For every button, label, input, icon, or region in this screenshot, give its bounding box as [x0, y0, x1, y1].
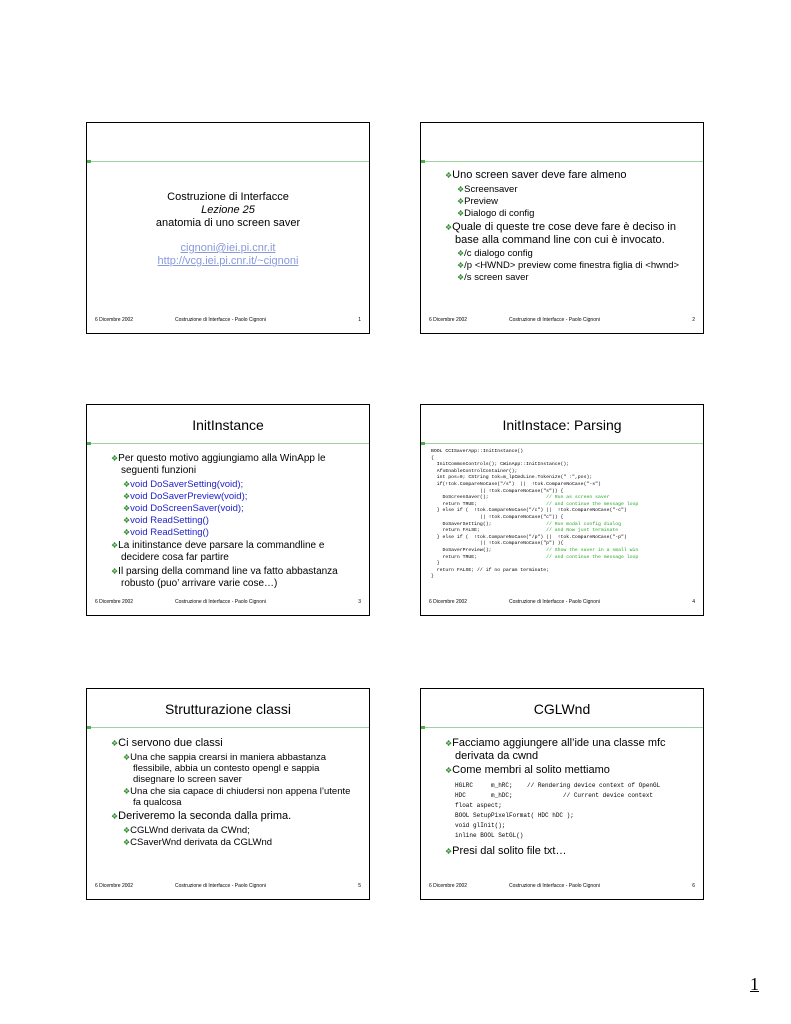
sub-bullet: ❖/p <HWND> preview come finestra figlia di <hwnd> — [457, 260, 680, 271]
slide-footer: 6 Dicembre 2002 Costruzione di Interfacce - Paolo Cignoni 4 — [429, 599, 695, 605]
bullet: ❖Presi dal solito file txt… — [445, 845, 567, 857]
bullet: ❖Uno screen saver deve fare almeno — [445, 169, 627, 181]
code-line: || !tok.CompareNoCase("s")) { — [431, 488, 564, 494]
code-line: } — [431, 574, 434, 580]
bullet-icon: ❖ — [123, 787, 131, 796]
sub-bullet: ❖void ReadSetting() — [123, 515, 209, 526]
bullet-icon: ❖ — [457, 197, 465, 206]
course-title: Costruzione di Interfacce — [167, 191, 289, 203]
slide-2 — [420, 122, 704, 334]
title-divider — [87, 161, 369, 162]
slide-3-body — [111, 451, 355, 592]
bullet: ❖Come membri al solito mettiamo — [445, 764, 610, 776]
code-line: float aspect; — [455, 802, 502, 809]
slide-1-text — [87, 191, 369, 268]
bullet: ❖Deriveremo la seconda dalla prima. — [111, 810, 292, 822]
code-line: return FALSE; // and Now just terminate — [431, 528, 619, 534]
code-line: return TRUE; // and continue the message loop — [431, 554, 639, 560]
code-listing — [431, 449, 638, 581]
slide-title: CGLWnd — [533, 701, 591, 717]
code-listing — [455, 781, 689, 841]
slide-5-body — [111, 735, 355, 849]
sub-bullet: ❖CSaverWnd derivata da CGLWnd — [123, 837, 273, 848]
sub-bullet: ❖Una che sappia crearsi in maniera abbastanza flessibile, abbia un contesto opengl e sappia disegnare lo screen saver — [123, 752, 327, 785]
bullet: ❖Facciamo aggiungere all’ide una classe mfc derivata da cwnd — [445, 737, 666, 762]
slide-6 — [420, 688, 704, 900]
bullet-icon: ❖ — [457, 249, 465, 258]
bullet-icon: ❖ — [457, 209, 465, 218]
slide-2-body — [445, 167, 689, 284]
bullet-icon: ❖ — [111, 454, 119, 463]
sub-bullet: ❖Screensaver — [457, 184, 518, 195]
slide-4 — [420, 404, 704, 616]
sub-bullet: ❖Una che sia capace di chiudersi non appena l’utente fa qualcosa — [123, 786, 351, 808]
sub-bullet: ❖Preview — [457, 196, 498, 207]
slide-1 — [86, 122, 370, 334]
slide-footer: 6 Dicembre 2002 Costruzione di Interfacce - Paolo Cignoni 6 — [429, 883, 695, 889]
code-line: if(!tok.CompareNoCase("/s") || !tok.CompareNoCase("-s") — [431, 481, 601, 487]
bullet-icon: ❖ — [123, 528, 131, 537]
bullet: ❖Per questo motivo aggiungiamo alla WinApp le seguenti funzioni — [111, 453, 326, 476]
code-line: } else if ( !tok.CompareNoCase("/c") || !tok.CompareNoCase("-c") — [431, 508, 627, 514]
code-line: inline BOOL SetGL() — [455, 832, 524, 839]
code-line: DoSaverSetting(); // Run modal config dialog — [431, 521, 621, 527]
title-divider — [421, 443, 703, 444]
slide-3 — [86, 404, 370, 616]
sub-bullet: ❖void DoSaverPreview(void); — [123, 491, 248, 502]
code-line: void glInit(); — [455, 822, 506, 829]
bullet-icon: ❖ — [123, 480, 131, 489]
sub-bullet: ❖void ReadSetting() — [123, 527, 209, 538]
bullet: ❖Ci servono due classi — [111, 737, 223, 749]
sub-bullet: ❖Dialogo di config — [457, 208, 535, 219]
slide-title: InitInstace: Parsing — [502, 417, 622, 433]
sub-bullet: ❖void DoSaverSetting(void); — [123, 479, 244, 490]
page-number: 1 — [750, 974, 759, 994]
bullet-icon: ❖ — [457, 185, 465, 194]
code-line: } else if ( !tok.CompareNoCase("/p") || !tok.CompareNoCase("-p") — [431, 534, 627, 540]
slide-footer: 6 Dicembre 2002 Costruzione di Interfacce - Paolo Cignoni 5 — [95, 883, 361, 889]
slide-6-body — [445, 735, 689, 860]
code-line: DoSaverPreview(); // Show the saver in a small win — [431, 547, 639, 553]
bullet: ❖Il parsing della command line va fatto abbastanza robusto (puo’ arrivare varie cose…) — [111, 566, 338, 589]
bullet-icon: ❖ — [457, 261, 465, 270]
code-line: { — [431, 455, 434, 461]
sub-bullet: ❖CGLWnd derivata da CWnd; — [123, 825, 250, 836]
bullet-icon: ❖ — [111, 739, 119, 748]
slide-footer: 6 Dicembre 2002 Costruzione di Interfacce - Paolo Cignoni 3 — [95, 599, 361, 605]
bullet-icon: ❖ — [445, 223, 453, 232]
bullet-icon: ❖ — [445, 766, 453, 775]
code-line: BOOL CCISaverApp::InitInstance() — [431, 449, 524, 454]
code-line: } — [431, 561, 440, 567]
code-line: AfxEnableControlContainer(); — [431, 468, 518, 474]
code-line: return TRUE; // and continue the message loop — [431, 501, 639, 507]
sub-bullet: ❖void DoScreenSaver(void); — [123, 503, 244, 514]
sub-bullet: ❖/c dialogo config — [457, 248, 533, 259]
bullet-icon: ❖ — [111, 567, 119, 576]
bullet-icon: ❖ — [445, 847, 453, 856]
bullet-icon: ❖ — [111, 541, 119, 550]
sub-bullet: ❖/s screen saver — [457, 272, 529, 283]
bullet: ❖Quale di queste tre cose deve fare è deciso in base alla command line con cui è invocato. — [445, 221, 676, 246]
slide-title: InitInstance — [192, 417, 264, 433]
bullet-icon: ❖ — [123, 504, 131, 513]
bullet-icon: ❖ — [123, 492, 131, 501]
bullet-icon: ❖ — [123, 826, 131, 835]
code-line: HGLRC m_hRC; // Rendering device context of OpenGL — [455, 782, 661, 789]
slide-title: Strutturazione classi — [164, 701, 292, 717]
slide-5 — [86, 688, 370, 900]
code-line: || !tok.CompareNoCase("c")) { — [431, 514, 564, 520]
homepage-link[interactable]: http://vcg.iei.pi.cnr.it/~cignoni — [157, 255, 299, 267]
code-line: InitCommonControls(); CWinApp::InitInstance(); — [431, 462, 570, 468]
bullet-icon: ❖ — [123, 838, 131, 847]
code-line: BOOL SetupPixelFormat( HDC hDC ); — [455, 812, 574, 819]
title-divider — [421, 727, 703, 728]
email-link[interactable]: cignoni@iei.pi.cnr.it — [180, 242, 276, 254]
code-line: DoScreenSaver(); // Run as screen saver — [431, 495, 610, 501]
bullet-icon: ❖ — [457, 273, 465, 282]
lesson-topic: anatomia di uno screen saver — [155, 217, 301, 229]
lesson-number: Lezione 25 — [201, 204, 255, 216]
title-divider — [87, 443, 369, 444]
slide-footer: 6 Dicembre 2002 Costruzione di Interfacce - Paolo Cignoni 1 — [95, 317, 361, 323]
bullet-icon: ❖ — [123, 753, 131, 762]
title-divider — [87, 727, 369, 728]
bullet-icon: ❖ — [111, 812, 119, 821]
slide-footer: 6 Dicembre 2002 Costruzione di Interfacce - Paolo Cignoni 2 — [429, 317, 695, 323]
code-line: || !tok.CompareNoCase("p") ){ — [431, 541, 564, 547]
code-line: return FALSE; // if no param terminate; — [431, 567, 550, 573]
code-line: int pos=0; CString tok=m_lpCmdLine.Tokenize(" :",pos); — [431, 475, 593, 481]
title-divider — [421, 161, 703, 162]
bullet: ❖La initinstance deve parsare la commandline e decidere cosa far partire — [111, 540, 325, 563]
bullet-icon: ❖ — [123, 516, 131, 525]
bullet-icon: ❖ — [445, 739, 453, 748]
code-line: HDC m_hDC; // Current device context — [455, 792, 654, 799]
bullet-icon: ❖ — [445, 171, 453, 180]
